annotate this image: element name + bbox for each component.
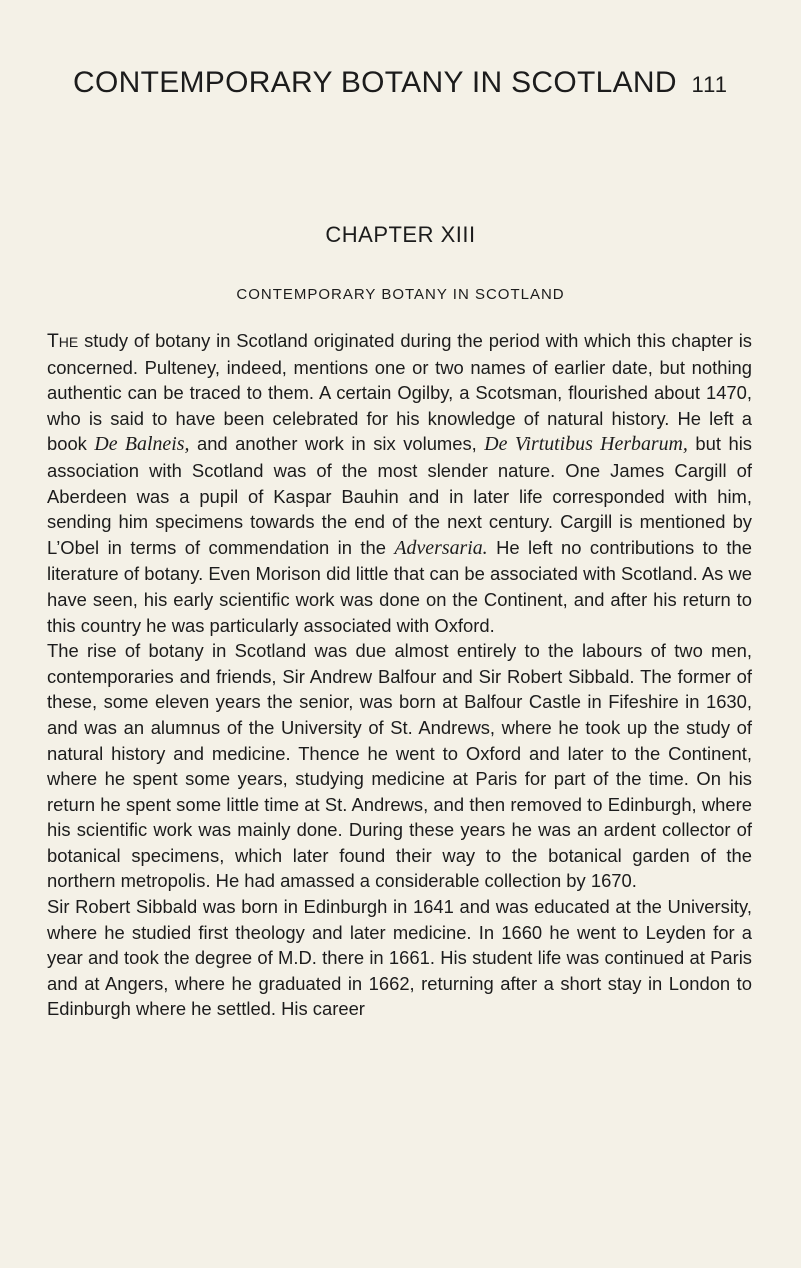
running-head [0,66,801,100]
running-head-title: CONTEMPORARY BOTANY IN SCOTLAND [73,66,677,99]
chapter-number: CHAPTER XIII [325,222,476,247]
paragraph-2: The rise of botany in Scotland was due almost entirely to the labours of two men, contemporaries and friends, Sir Andrew Balfour and Sir Robert Sibbald. The former of these, some eleven years the senior, was born at Balfour Castle in Fifeshire in 1630, and was an alumnus of the University of St. Andrews, where he took up the study of natural history and medicine. Thence he went to Oxford and later to the Continent, where he spent some years, studying medicine at Paris for part of the time. On his return he spent some little time at St. Andrews, and then removed to Edinburgh, where his scientific work was mainly done. During these years he was an ardent collector of botanical specimens, which later found their way to the botanical garden of the northern metropolis. He had amassed a considerable collection by 1670. [47,640,752,892]
body-text [47,328,752,1022]
book-title-de-virtutibus: De Virtutibus Herbarum, [484,433,688,456]
paragraph-1-text-d: He left no contributions to the literature of botany. Even Morison did little that can be associated with Scotland. As we have seen, his early scientific work was done on the Continent, and after his return to this country he was particularly associated with Oxford. [47,536,752,636]
paragraph-1-text-b: and another work in six volumes, [189,433,485,455]
paragraph-lead-word: The [47,331,79,352]
book-title-de-balneis: De Balneis, [94,433,190,456]
paragraph-3: Sir Robert Sibbald was born in Edinburgh in 1641 and was educated at the University, where he studied first theology and later medicine. In 1660 he went to Leyden for a year and took the degree of M.D. there in 1661. His student life was continued at Paris and at Angers, where he graduated in 1662, returning after a short stay in London to Edinburgh where he settled. His career [47,896,752,1020]
paragraph-1-text-a: study of botany in Scotland originated during the period with which this chapter is concerned. Pulteney, indeed, mentions one or two names of earlier date, but nothing authentic can be traced to them. A certain Ogilby, a Scotsman, flourished about 1470, who is said to have been celebrated for his knowledge of natural history. He left a book [47,330,752,455]
paragraph-1 [47,328,752,638]
chapter-title: CONTEMPORARY BOTANY IN SCOTLAND [236,286,565,303]
paragraph-1-text-c: but his association with Scotland was of the most slender nature. One James Cargill of Aberdeen was a pupil of Kaspar Bauhin and in later life corresponded with him, sending him specimens towards the end of the next century. Cargill is mentioned by L’Obel in terms of commendation in the [47,433,752,558]
page-number: 111 [691,72,728,97]
book-title-adversaria: Adversaria. [394,536,488,559]
